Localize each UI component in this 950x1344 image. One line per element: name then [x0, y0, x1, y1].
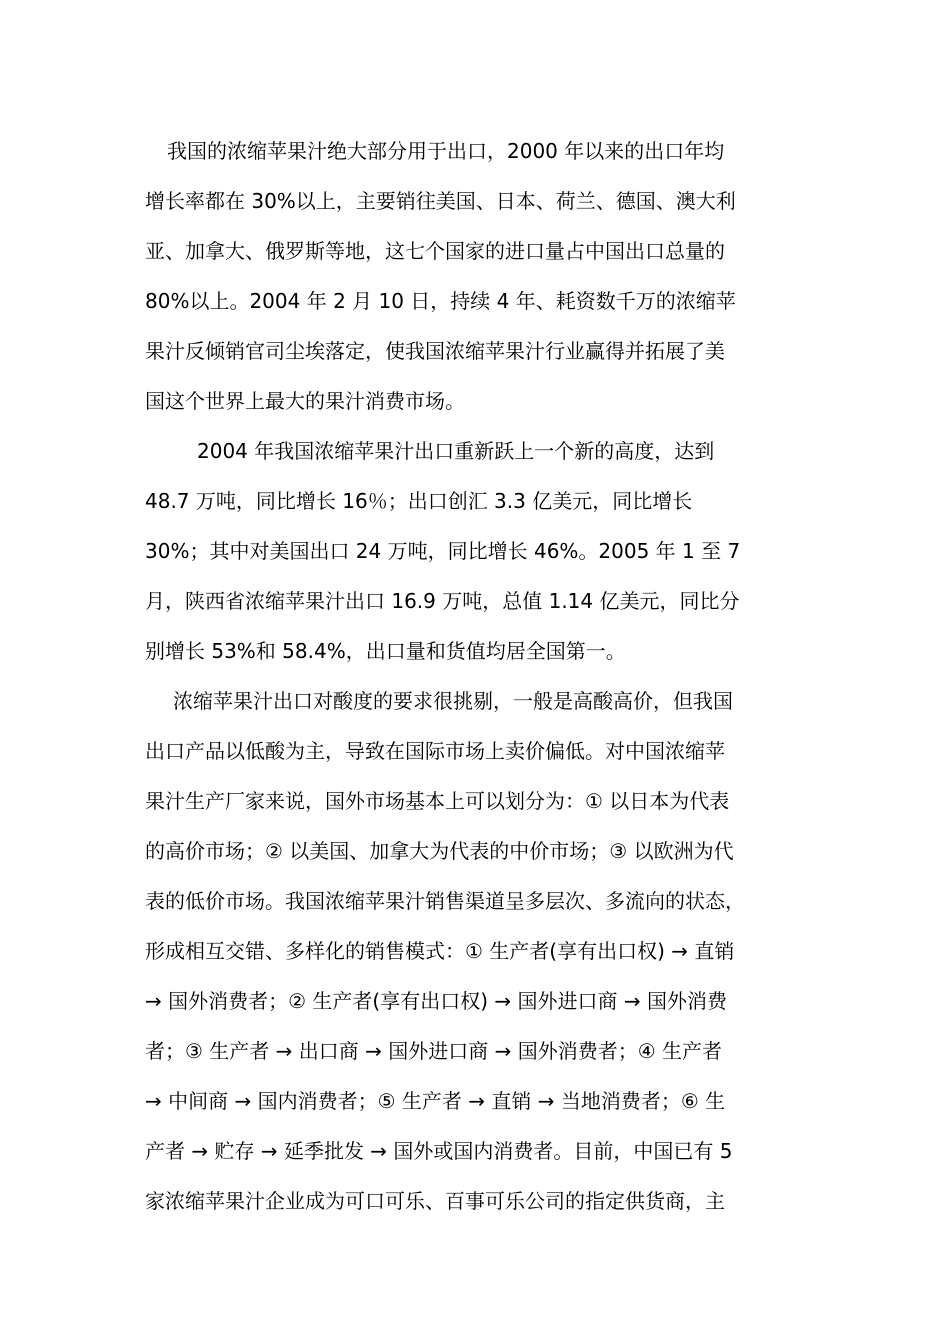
text-line: 浓缩苹果汁出口对酸度的要求很挑剔，一般是高酸高价，但我国: [173, 689, 733, 713]
text-line: 家浓缩苹果汁企业成为可口可乐、百事可乐公司的指定供货商，主: [145, 1189, 725, 1213]
text-line: 国这个世界上最大的果汁消费市场。: [145, 389, 465, 413]
text-line: 别增长 53%和 58.4%，出口量和货值均居全国第一。: [145, 639, 626, 663]
text-line: 产者 → 贮存 → 延季批发 → 国外或国内消费者。目前，中国已有 5: [145, 1139, 733, 1163]
text-line: 表的低价市场。我国浓缩苹果汁销售渠道呈多层次、多流向的状态，: [145, 889, 745, 913]
text-line: 2004 年我国浓缩苹果汁出口重新跃上一个新的高度，达到: [197, 439, 715, 463]
text-line: 果汁生产厂家来说，国外市场基本上可以划分为：① 以日本为代表: [145, 789, 730, 813]
text-line: 我国的浓缩苹果汁绝大部分用于出口，2000 年以来的出口年均: [167, 139, 725, 163]
text-line: 80%以上。2004 年 2 月 10 日，持续 4 年、耗资数千万的浓缩苹: [145, 289, 736, 313]
text-line: 亚、加拿大、俄罗斯等地，这七个国家的进口量占中国出口总量的: [145, 239, 725, 263]
text-line: 增长率都在 30%以上，主要销往美国、日本、荷兰、德国、澳大利: [145, 189, 736, 213]
text-line: → 国外消费者；② 生产者(享有出口权) → 国外进口商 → 国外消费: [145, 989, 727, 1013]
text-line: 者；③ 生产者 → 出口商 → 国外进口商 → 国外消费者；④ 生产者: [145, 1039, 722, 1063]
text-line: → 中间商 → 国内消费者；⑤ 生产者 → 直销 → 当地消费者；⑥ 生: [145, 1089, 726, 1113]
text-line: 30%；其中对美国出口 24 万吨，同比增长 46%。2005 年 1 至 7: [145, 539, 741, 563]
text-line: 的高价市场；② 以美国、加拿大为代表的中价市场；③ 以欧洲为代: [145, 839, 734, 863]
paragraph-export-overview: [145, 126, 807, 426]
text-line: 果汁反倾销官司尘埃落定，使我国浓缩苹果汁行业赢得并拓展了美: [145, 339, 725, 363]
paragraph-2004-exports: [145, 426, 807, 676]
text-line: 形成相互交错、多样化的销售模式：① 生产者(享有出口权) → 直销: [145, 939, 735, 963]
text-line: 月，陕西省浓缩苹果汁出口 16.9 万吨，总值 1.14 亿美元，同比分: [145, 589, 740, 613]
paragraph-market-channels: [145, 676, 807, 1226]
text-line: 48.7 万吨，同比增长 16％；出口创汇 3.3 亿美元，同比增长: [145, 489, 693, 513]
body-text: [145, 126, 807, 1226]
text-line: 出口产品以低酸为主，导致在国际市场上卖价偏低。对中国浓缩苹: [145, 739, 725, 763]
